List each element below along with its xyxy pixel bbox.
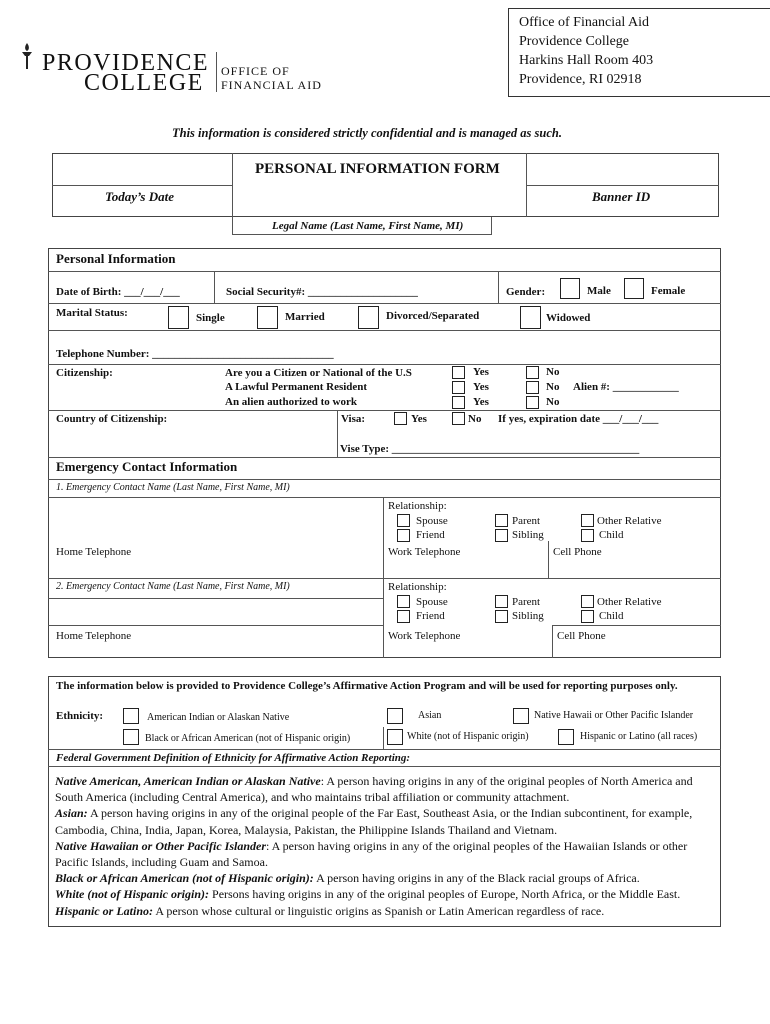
date-field[interactable]: [53, 186, 231, 216]
contact1-home-tel-field[interactable]: [53, 560, 378, 576]
form-title: PERSONAL INFORMATION FORM: [255, 161, 500, 177]
emergency-heading: Emergency Contact Information: [56, 459, 238, 474]
citizen-yes-checkbox[interactable]: [452, 366, 465, 379]
affirmative-intro: The information below is provided to Providence College’s Affirmative Action Program and will be used for reporting purposes only.: [56, 680, 678, 692]
black-checkbox[interactable]: [123, 729, 139, 745]
contact2-home-tel-field[interactable]: [53, 644, 378, 656]
contact1-spouse-checkbox[interactable]: [397, 514, 410, 527]
confidential-note: This information is considered strictly confidential and is managed as such.: [172, 126, 562, 140]
alien-question: An alien authorized to work: [225, 396, 357, 408]
divorced-label: Divorced/Separated: [386, 310, 480, 322]
ethnicity-definitions: [55, 773, 720, 919]
resident-no-checkbox[interactable]: [526, 381, 539, 394]
ssn-field[interactable]: Social Security#: ____________________: [226, 286, 418, 298]
single-label: Single: [196, 312, 225, 324]
hispanic-label: Hispanic or Latino (all races): [580, 731, 698, 742]
contact1-home-tel-label: Home Telephone: [56, 546, 132, 558]
hispanic-checkbox[interactable]: [558, 729, 574, 745]
definition-black: Black or African American (not of Hispanic origin): A person having origins in any of the Black racial groups of Africa.: [55, 871, 640, 886]
visa-no-checkbox[interactable]: [452, 412, 465, 425]
citizen-question: Are you a Citizen or National of the U.S: [225, 367, 412, 379]
college-logo: [18, 40, 338, 95]
visa-expiration-field[interactable]: If yes, expiration date ___/___/___: [498, 413, 659, 425]
hawaii-label: Native Hawaii or Other Pacific Islander: [534, 710, 694, 721]
marital-status-label: Marital Status:: [56, 307, 128, 319]
alien-no-label: No: [546, 396, 560, 408]
definition-native: Native American, American Indian or Alaskan Native: A person having origins in any of the original peoples of North America and South America (including Central America), and who maintains tribal affiliation or community attachment.: [55, 774, 693, 805]
widowed-checkbox[interactable]: [520, 306, 541, 329]
contact1-parent-label: Parent: [512, 515, 541, 527]
contact1-relationship-label: Relationship:: [388, 500, 447, 512]
torch-icon: [20, 42, 34, 70]
hawaii-checkbox[interactable]: [513, 708, 529, 724]
contact1-spouse-label: Spouse: [416, 515, 448, 527]
citizenship-label: Citizenship:: [56, 367, 113, 379]
contact2-parent-label: Parent: [512, 596, 541, 608]
resident-no-label: No: [546, 381, 560, 393]
logo-divider: [216, 52, 217, 92]
white-label: White (not of Hispanic origin): [407, 731, 529, 742]
definition-hawaiian: Native Hawaiian or Other Pacific Islander: A person having origins in any of the original peoples of the Hawaiian Islands or other Pacific Islands, including Guam and Samoa.: [55, 838, 688, 870]
address-line-4: Providence, RI 02918: [519, 72, 642, 87]
contact1-other-relative-label: Other Relative: [597, 515, 662, 527]
contact2-work-tel-field[interactable]: [386, 644, 550, 656]
country-field[interactable]: [53, 428, 333, 454]
legal-name-label: Legal Name (Last Name, First Name, MI): [272, 220, 464, 232]
citizen-no-checkbox[interactable]: [526, 366, 539, 379]
visa-yes-checkbox[interactable]: [394, 412, 407, 425]
visa-no-label: No: [468, 413, 482, 425]
married-checkbox[interactable]: [257, 306, 278, 329]
contact1-sibling-checkbox[interactable]: [495, 529, 508, 542]
citizen-yes-label: Yes: [473, 366, 489, 378]
contact1-sibling-label: Sibling: [512, 529, 544, 541]
logo-dept2: FINANCIAL AID: [221, 78, 322, 92]
contact1-child-label: Child: [599, 529, 624, 541]
resident-yes-label: Yes: [473, 381, 489, 393]
contact2-child-checkbox[interactable]: [581, 610, 594, 623]
asian-checkbox[interactable]: [387, 708, 403, 724]
single-checkbox[interactable]: [168, 306, 189, 329]
country-label: Country of Citizenship:: [56, 413, 168, 425]
dob-field[interactable]: Date of Birth: ___/___/___: [56, 286, 180, 298]
visa-label: Visa:: [341, 413, 366, 425]
male-checkbox[interactable]: [560, 278, 580, 299]
contact2-friend-checkbox[interactable]: [397, 610, 410, 623]
contact1-other-relative-checkbox[interactable]: [581, 514, 594, 527]
banner-id-label: Banner ID: [592, 189, 651, 204]
contact2-spouse-label: Spouse: [416, 596, 448, 608]
address-line-1: Office of Financial Aid: [519, 15, 649, 30]
contact2-relationship-label: Relationship:: [388, 581, 447, 593]
alien-number-field[interactable]: Alien #: ____________: [573, 381, 679, 393]
divorced-checkbox[interactable]: [358, 306, 379, 329]
logo-line1: PROVIDENCE: [42, 50, 210, 76]
contact1-child-checkbox[interactable]: [581, 529, 594, 542]
contact2-friend-label: Friend: [416, 610, 445, 622]
contact2-cell-label: Cell Phone: [557, 630, 606, 642]
contact1-name-field[interactable]: [53, 499, 378, 541]
contact2-spouse-checkbox[interactable]: [397, 595, 410, 608]
resident-question: A Lawful Permanent Resident: [225, 381, 368, 393]
contact1-friend-label: Friend: [416, 529, 445, 541]
asian-label: Asian: [418, 710, 442, 721]
contact2-child-label: Child: [599, 610, 624, 622]
address-line-2: Providence College: [519, 34, 630, 49]
married-label: Married: [285, 311, 325, 323]
contact1-work-tel-field[interactable]: [386, 560, 546, 576]
contact2-name-field[interactable]: [53, 600, 378, 624]
native-label: American Indian or Alaskan Native: [147, 712, 290, 723]
citizen-no-label: No: [546, 366, 560, 378]
ethnicity-label: Ethnicity:: [56, 710, 104, 722]
banner-id-field[interactable]: [527, 204, 718, 216]
visa-type-field[interactable]: Vise Type: _____________________________________________: [340, 443, 640, 455]
definition-white: White (not of Hispanic origin): Persons having origins in any of the original peoples of Europe, North Africa, or the Middle East.: [55, 887, 681, 902]
address-line-3: Harkins Hall Room 403: [519, 53, 654, 68]
female-label: Female: [651, 285, 686, 297]
federal-definition-heading: Federal Government Definition of Ethnicity for Affirmative Action Reporting:: [56, 752, 411, 764]
contact2-name-label: 2. Emergency Contact Name (Last Name, First Name, MI): [56, 581, 290, 592]
logo-line2: COLLEGE: [84, 70, 204, 96]
gender-label: Gender:: [506, 286, 546, 298]
contact2-work-tel-label: Work Telephone: [388, 630, 461, 642]
definition-asian: Asian: A person having origins in any of the original people of the Far East, Southeast Asia, or the Indian subcontinent, for example, Cambodia, China, India, Japan, Korea, Malaysia, Pakistan, the Philippine Islands Thailand and Vietnam.: [55, 806, 693, 837]
contact2-home-tel-label: Home Telephone: [56, 630, 132, 642]
alien-yes-checkbox[interactable]: [452, 396, 465, 409]
contact2-other-relative-label: Other Relative: [597, 596, 662, 608]
contact2-parent-checkbox[interactable]: [495, 595, 508, 608]
widowed-label: Widowed: [546, 312, 591, 324]
contact1-parent-checkbox[interactable]: [495, 514, 508, 527]
logo-dept1: OFFICE OF: [221, 64, 290, 78]
personal-info-heading: Personal Information: [56, 251, 176, 266]
todays-date-label: Today’s Date: [105, 189, 174, 204]
native-checkbox[interactable]: [123, 708, 139, 724]
contact1-cell-field[interactable]: [551, 560, 718, 576]
contact2-cell-field[interactable]: [555, 644, 718, 656]
white-checkbox[interactable]: [387, 729, 403, 745]
contact2-sibling-label: Sibling: [512, 610, 544, 622]
contact2-other-relative-checkbox[interactable]: [581, 595, 594, 608]
resident-yes-checkbox[interactable]: [452, 381, 465, 394]
legal-name-field[interactable]: [233, 186, 525, 216]
male-label: Male: [587, 285, 611, 297]
contact1-work-tel-label: Work Telephone: [388, 546, 461, 558]
female-checkbox[interactable]: [624, 278, 644, 299]
contact1-name-label: 1. Emergency Contact Name (Last Name, First Name, MI): [56, 482, 290, 493]
alien-no-checkbox[interactable]: [526, 396, 539, 409]
visa-yes-label: Yes: [411, 413, 427, 425]
contact2-sibling-checkbox[interactable]: [495, 610, 508, 623]
definition-hispanic: Hispanic or Latino: A person whose cultural or linguistic origins as Spanish or Latin American regardless of race.: [55, 903, 605, 918]
contact1-friend-checkbox[interactable]: [397, 529, 410, 542]
telephone-field[interactable]: Telephone Number: _________________________________: [56, 348, 334, 360]
contact1-cell-label: Cell Phone: [553, 546, 602, 558]
alien-yes-label: Yes: [473, 396, 489, 408]
black-label: Black or African American (not of Hispanic origin): [145, 733, 351, 744]
